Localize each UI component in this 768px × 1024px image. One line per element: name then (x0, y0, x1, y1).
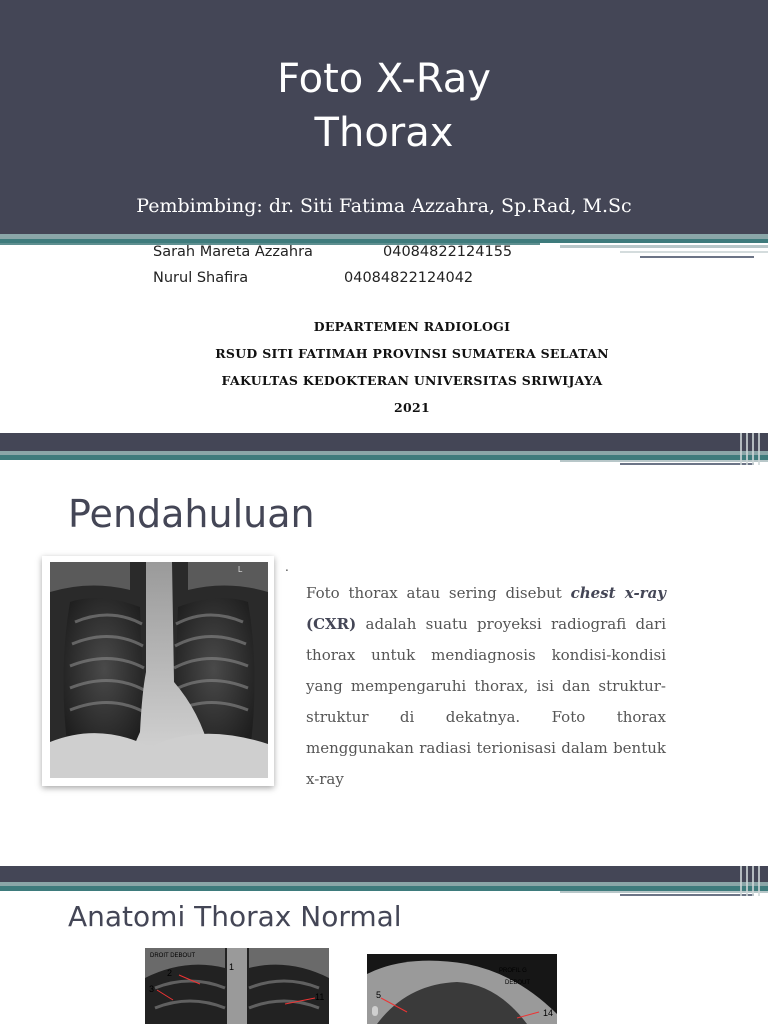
institution-block (0, 317, 768, 425)
frontal-xray-drawing (145, 948, 329, 1024)
image-tag: DROIT DEBOUT (150, 953, 196, 959)
anatomy-label: 1 (229, 962, 235, 972)
intro-text-after: adalah suatu proyeksi radiografi dari thorax untuk mendiagnosis kondisi-kondisi yang mempengaruhi thorax, isi dan struktur-struktur di dekatnya. Foto thorax menggunakan radiasi terionisasi dalam bentuk x-ray (306, 615, 666, 788)
intro-text-before: Foto thorax atau sering disebut (306, 584, 571, 602)
slide-top-stripes (0, 433, 768, 465)
student-name: Nurul Shafira (153, 270, 249, 286)
image-tag: PROFIL G (499, 968, 527, 974)
bullet-marker: . (285, 560, 289, 574)
section-title: Anatomi Thorax Normal (68, 900, 402, 933)
anatomy-label: 3 (149, 984, 155, 994)
intro-paragraph (306, 578, 666, 795)
year-line: 2021 (394, 400, 430, 415)
title-line-1: Foto X-Ray (277, 56, 491, 102)
intro-emphasis: chest x-ray (570, 584, 667, 602)
intro-abbreviation: (CXR) (306, 615, 357, 633)
anatomy-label: 2 (167, 968, 173, 978)
slide-title (0, 52, 768, 160)
section-title: Pendahuluan (68, 492, 315, 536)
chest-xray-drawing (50, 562, 268, 778)
lateral-xray-drawing (367, 954, 557, 1024)
student-name: Sarah Mareta Azzahra (153, 244, 313, 260)
supervisor-line: Pembimbing: dr. Siti Fatima Azzahra, Sp.Rad, M.Sc (136, 195, 632, 217)
anatomy-label: 5 (376, 990, 382, 1000)
department-line: DEPARTEMEN RADIOLOGI (313, 319, 511, 334)
student-nim: 04084822124042 (344, 270, 474, 286)
slide-top-stripes (0, 866, 768, 896)
anatomy-label: 14 (543, 1008, 554, 1018)
lateral-xray-image (367, 954, 557, 1024)
title-line-2: Thorax (314, 110, 454, 156)
image-side-marker: L (238, 565, 243, 574)
faculty-line: FAKULTAS KEDOKTERAN UNIVERSITAS SRIWIJAYA (221, 373, 603, 388)
chest-xray-image (42, 556, 274, 786)
hospital-line: RSUD SITI FATIMAH PROVINSI SUMATERA SELATAN (215, 346, 609, 361)
student-nim: 04084822124155 (383, 244, 513, 260)
image-tag: DEBOUT (505, 980, 531, 986)
anatomy-label: 11 (315, 992, 325, 1002)
frontal-xray-image (145, 948, 329, 1024)
